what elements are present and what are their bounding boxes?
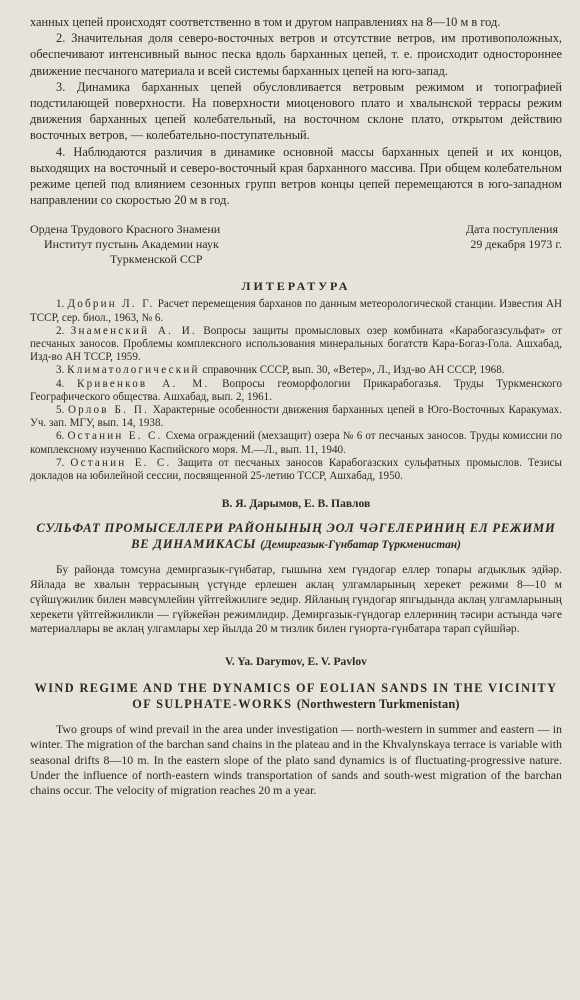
institution-line-1: Ордена Трудового Красного Знамени <box>30 222 221 237</box>
reference-item: 7. Останин Е. С. Защита от песчаных заносов Карабогазских сульфатных промыслов. Тезисы докладов на юбилейной сессии, посвященной 25-летию ТССР, Ашхабад, 1950. <box>30 456 563 483</box>
english-title-text: WIND REGIME AND THE DYNAMICS OF EOLIAN SANDS IN THE VICINITY OF SULPHATE-WORKS <box>34 681 558 712</box>
conclusion-4: 4. Наблюдаются различия в динамике основной массы барханных цепей и их концов, выходящих на восточный и северо-восточный края барханного массива. При общем колебательном режиме цепей под влиянием сезонных групп ветров концы цепей перемещаются в юго-западном направлении со скоростью 20 м в год. <box>30 144 562 208</box>
reference-item: 4. Кривенков А. М. Вопросы геоморфологии Прикарабогазья. Труды Туркменского Географического общества. Ашхабад, вып. 2, 1961. <box>30 377 562 403</box>
reference-item: 1. Добрин Л. Г. Расчет перемещения барханов по данным метеорологической станции. Известия АН ТССР, сер. биол., 1963, № 6. <box>30 298 562 324</box>
reference-item: 3. Климатологический справочник СССР, вып. 30, «Ветер», Л., Изд-во АН СССР, 1968. <box>56 364 505 377</box>
received-date <box>466 222 562 267</box>
english-title <box>30 680 562 712</box>
reference-item: 6. Останин Е. С. Схема ограждений (мехзащит) озера № 6 от песчаных заносов. Труды комиссии по комплексному изучению Каспийского моря. М.—Л., вып. 11, 1940. <box>30 430 563 456</box>
turkmen-title-text: СУЛЬФАТ ПРОМЫСЕЛЛЕРИ РАЙОНЫНЫҢ ЭОЛ ЧӘГЕЛЕРИНИҢ ЕЛ РЕЖИМИ ВЕ ДИНАМИКАСЫ <box>36 521 556 552</box>
conclusion-3: 3. Динамика барханных цепей обусловливается ветровым режимом и топографией подстилающей поверхности. На поверхности миоценового плато и хвалынской террасы режим движения барханных цепей колебательный, на восточном склоне плато, открытом действию восточных ветров, — колебательно-поступательный. <box>30 79 562 143</box>
turkmen-title <box>30 520 562 553</box>
reference-author: Останин Е. С. <box>70 456 172 469</box>
reference-author: Климатологический <box>67 364 200 377</box>
english-authors: V. Ya. Darymov, E. V. Pavlov <box>225 655 367 669</box>
continuation-paragraph: ханных цепей происходят соответственно в том и другом направлениях на 8—10 м в год. <box>30 15 501 29</box>
english-title-region: (Northwestern Turkmenistan) <box>296 697 460 712</box>
reference-list <box>30 298 562 483</box>
reference-author: Кривенков А. М. <box>77 377 210 390</box>
conclusion-2: 2. Значительная доля северо-восточных ветров и отсутствие ветров, им противоположных, обеспечивают интенсивный вынос песка вдоль барханных цепей, т. е. происходит одностороннее движение песчаного материала и всей системы барханных цепей на юго-запад. <box>30 31 562 78</box>
turkmen-abstract: Бу районда томсуна демиргазык-гүнбатар, гышына хем гүндогар еллер топары агдыклык эдйәр. Яйлада ве хвалын террасының үстүнде ерлешен аклаң улгамларының херекет режими 8—10 м сүйшүжилик билен мәвсүмлейин үйтгейжилиге эедир. Яйланың гүндогар япгыдында аклаң улгамларының херекети үйтгейжиликли — гүйжейән режимлидир. Демиргазык-гүндогар еллериниң тәсири астында чәге материаллары ве аклаң улгамлары хер йылда 20 м тизлик билен гүнорта-гүнбатара тарап сүйшйәр. <box>30 563 562 636</box>
received-value: 29 декабря 1973 г. <box>470 237 562 252</box>
reference-author: Останин Е. С. <box>67 430 163 443</box>
reference-item: 2. Знаменский А. И. Вопросы защиты промысловых озер комбината «Карабогазсульфат» от песчаных заносов. Проблемы комплексного использования минеральных богатств Кара-Богаз-Гола. Ашхабад, Изд-во АН ТССР, 1959. <box>30 324 562 364</box>
institution <box>30 222 220 267</box>
turkmen-authors: В. Я. Дарымов, Е. В. Павлов <box>221 497 371 511</box>
reference-author: Орлов Б. П. <box>67 404 150 417</box>
english-abstract: Two groups of wind prevail in the area under investigation — north-western in summer and eastern — in winter. The migration of the barchan sand chains in the plateau and in the Khvalynskaya terrace is variable with seasonal drifts 8—10 m. In the eastern slope of the plato sand dynamics is of fluctuating-progressive nature. Under the influence of north-eastern winds transportation of sands and south-west migration of the barchan chains occur. The velocity of migration reaches 20 m a year. <box>30 722 562 798</box>
conclusions-section <box>30 14 562 208</box>
institution-line-2: Институт пустынь Академии наук <box>44 237 219 252</box>
received-label: Дата поступления <box>465 222 558 237</box>
reference-author: Добрин Л. Г. <box>67 298 155 311</box>
reference-author: Знаменский А. И. <box>70 324 197 337</box>
reference-item: 5. Орлов Б. П. Характерные особенности движения барханных цепей в Юго-Восточных Каракумах. Уч. зап. МГУ, вып. 14, 1938. <box>30 404 563 430</box>
turkmen-title-region: (Демиргазык-Гүнбатар Түркменистан) <box>260 539 461 552</box>
affiliation-block <box>30 222 562 267</box>
institution-line-3: Туркменской ССР <box>110 252 203 267</box>
literature-heading: ЛИТЕРАТУРА <box>241 279 351 294</box>
